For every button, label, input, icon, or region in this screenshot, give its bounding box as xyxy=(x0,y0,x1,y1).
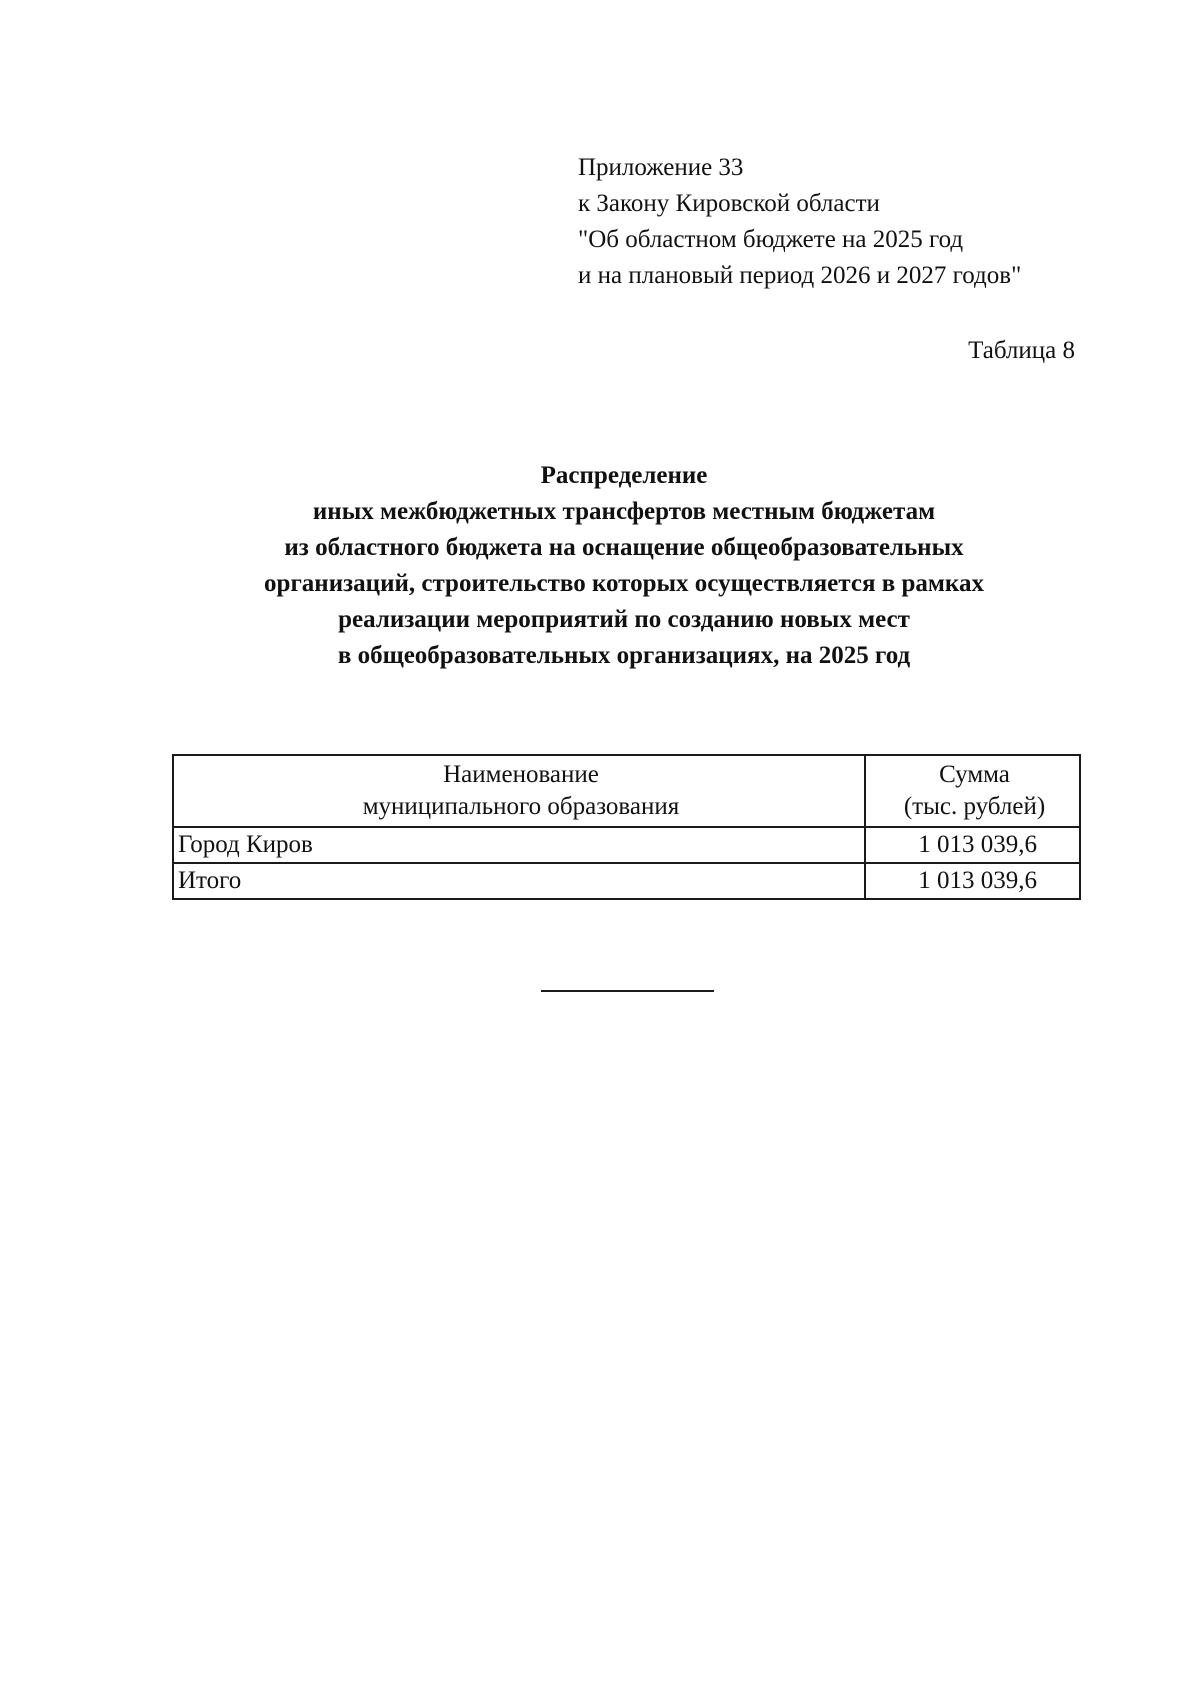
header-line: Наименование xyxy=(443,761,599,788)
header-line: (тыс. рублей) xyxy=(903,793,1046,820)
title-line: из областного бюджета на оснащение общеобразовательных xyxy=(284,534,964,561)
table-row-total xyxy=(173,863,1080,899)
title-line: в общеобразовательных организациях, на 2025 год xyxy=(337,642,911,669)
header-line: Сумма xyxy=(939,761,1010,788)
end-separator-line xyxy=(541,990,714,992)
title-line: организаций, строительство которых осуществляется в рамках xyxy=(264,570,984,597)
appendix-line: к Закону Кировской области xyxy=(578,190,880,217)
title-line: реализации мероприятий по созданию новых мест xyxy=(338,606,910,633)
appendix-line: и на плановый период 2026 и 2027 годов" xyxy=(578,262,1022,289)
amount-cell: 1 013 039,6 xyxy=(865,827,1080,863)
table-number-label: Таблица 8 xyxy=(968,337,1075,364)
title-line: иных межбюджетных трансфертов местным бюджетам xyxy=(312,498,936,525)
appendix-line: "Об областном бюджете на 2025 год xyxy=(578,226,964,253)
header-line: муниципального образования xyxy=(362,793,680,820)
total-amount-cell: 1 013 039,6 xyxy=(865,863,1080,899)
document-title xyxy=(160,458,1088,674)
table-row xyxy=(173,827,1080,863)
appendix-line: Приложение 33 xyxy=(578,154,744,181)
column-header-municipality xyxy=(173,755,865,827)
title-line: Распределение xyxy=(540,462,708,489)
appendix-block xyxy=(578,150,1021,294)
total-label-cell: Итого xyxy=(173,863,865,899)
transfers-table xyxy=(172,754,1081,900)
municipality-cell: Город Киров xyxy=(173,827,865,863)
table-header-row xyxy=(173,755,1080,827)
column-header-amount xyxy=(865,755,1080,827)
